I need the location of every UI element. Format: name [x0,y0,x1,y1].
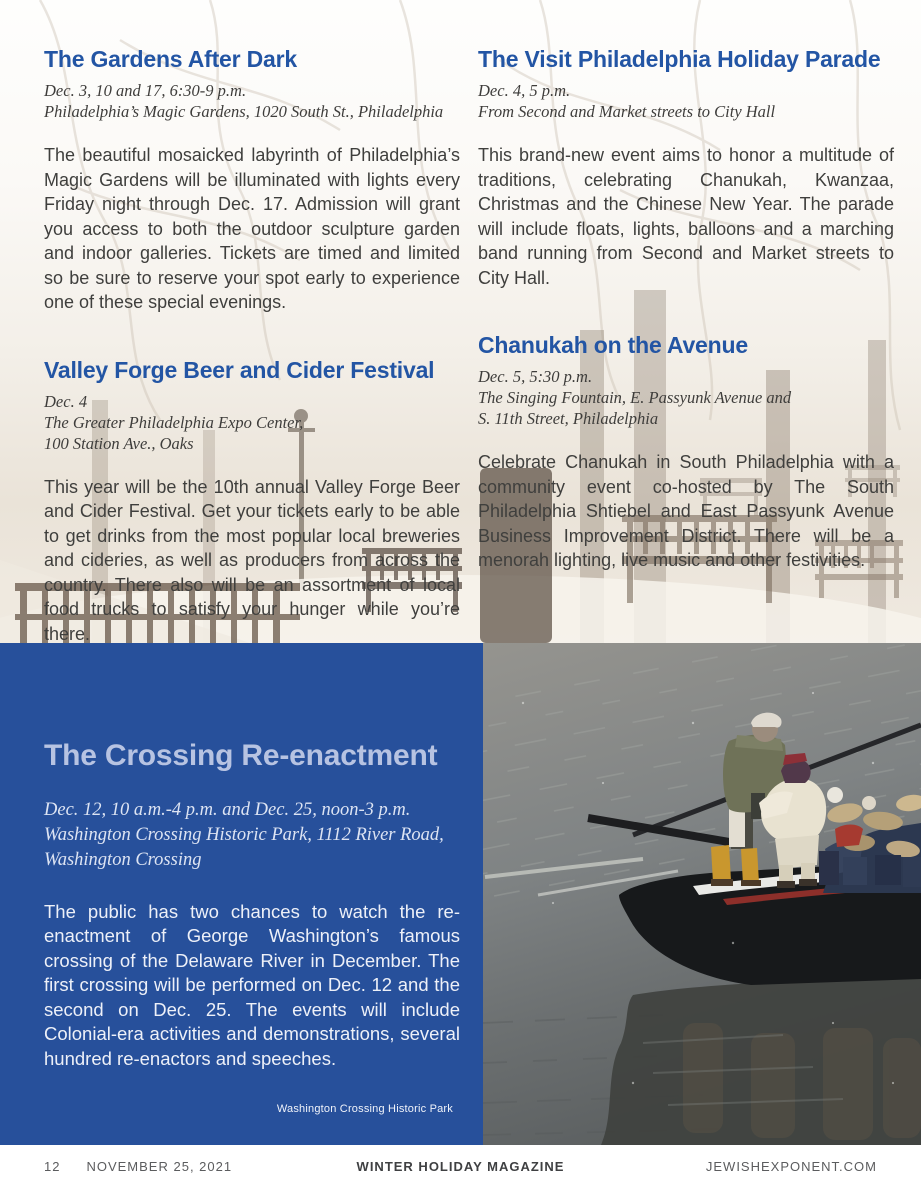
article-date-line: Dec. 12, 10 a.m.-4 p.m. and Dec. 25, noon-3 p.m. [44,799,411,820]
footer-magazine-title: WINTER HOLIDAY MAGAZINE [356,1159,565,1174]
article-venue-line: The Greater Philadelphia Expo Center, [44,412,304,432]
article-title: Valley Forge Beer and Cider Festival [44,356,435,383]
article-title: The Visit Philadelphia Holiday Parade [478,46,881,72]
article-venue-line: 100 Station Ave., Oaks [44,433,194,453]
page-footer [0,1145,921,1200]
article-body: This brand-new event aims to honor a multitude of traditions, celebrating Chanukah, Kwanzaa, Christmas and the Chinese New Year. The parade will include floats, lights, balloons and a marching band running from Second and Market streets to City Hall. [478,145,894,288]
article-body: This year will be the 10th annual Valley Forge Beer and Cider Festival. Get your tickets early to be able to get drinks from the most popular local breweries and cideries, as well as producers from across the country. There also will be an assortment of local food trucks to satisfy your hunger while you’re there. [44,476,460,644]
article-title: The Crossing Re-enactment [44,739,438,772]
footer-website: JEWISHEXPONENT.COM [705,1159,877,1174]
article-venue-line: S. 11th Street, Philadelphia [478,409,659,428]
article-gardens-after-dark [44,46,460,315]
article-body: The beautiful mosaicked labyrinth of Philadelphia’s Magic Gardens will be illuminated with lights every Friday night through Dec. 17. Admission will grant you access to both the outdoor sculpture garden and indoor galleries. Tickets are timed and limited so be sure to reserve your spot early to experience one of these special evenings. [44,145,460,312]
article-valley-forge-festival [44,357,460,647]
article-body: Celebrate Chanukah in South Philadelphia with a community event co-hosted by The South Philadelphia Shtiebel and East Passyunk Avenue Business Improvement District. There will be a menorah lighting, live music and other festivities. [478,452,894,570]
article-chanukah-avenue [478,332,894,573]
article-date-line: Dec. 4 [44,391,88,411]
left-column [44,0,460,664]
article-date-line: Dec. 5, 5:30 p.m. [478,367,593,386]
photo-credit-caption: Washington Crossing Historic Park [276,1103,453,1115]
article-venue-line: Washington Crossing [44,849,202,870]
article-date-line: Dec. 3, 10 and 17, 6:30-9 p.m. [44,81,247,100]
article-venue-line: Philadelphia’s Magic Gardens, 1020 South St., Philadelphia [44,102,444,121]
article-body: The public has two chances to watch the re-enactment of George Washington’s famous crossing of the Delaware River in December. The first crossing will be performed on Dec. 12 and the second on Dec. 25. The events will include Colonial-era activities and demonstrations, several hundred re-enactors and speeches. [44,900,460,1069]
article-holiday-parade [478,46,894,290]
crossing-reenactment-photo [483,643,921,1145]
article-venue-line: Washington Crossing Historic Park, 1112 River Road, [44,824,444,845]
right-column [478,0,894,591]
article-title: Chanukah on the Avenue [478,332,748,358]
article-venue-line: From Second and Market streets to City Hall [478,102,776,121]
article-title: The Gardens After Dark [44,46,297,72]
crossing-reenactment-panel [0,643,483,1145]
article-date-line: Dec. 4, 5 p.m. [478,81,571,100]
footer-page-number: 12 [44,1159,61,1174]
footer-date: NOVEMBER 25, 2021 [86,1159,233,1174]
article-venue-line: The Singing Fountain, E. Passyunk Avenue and [478,388,792,407]
